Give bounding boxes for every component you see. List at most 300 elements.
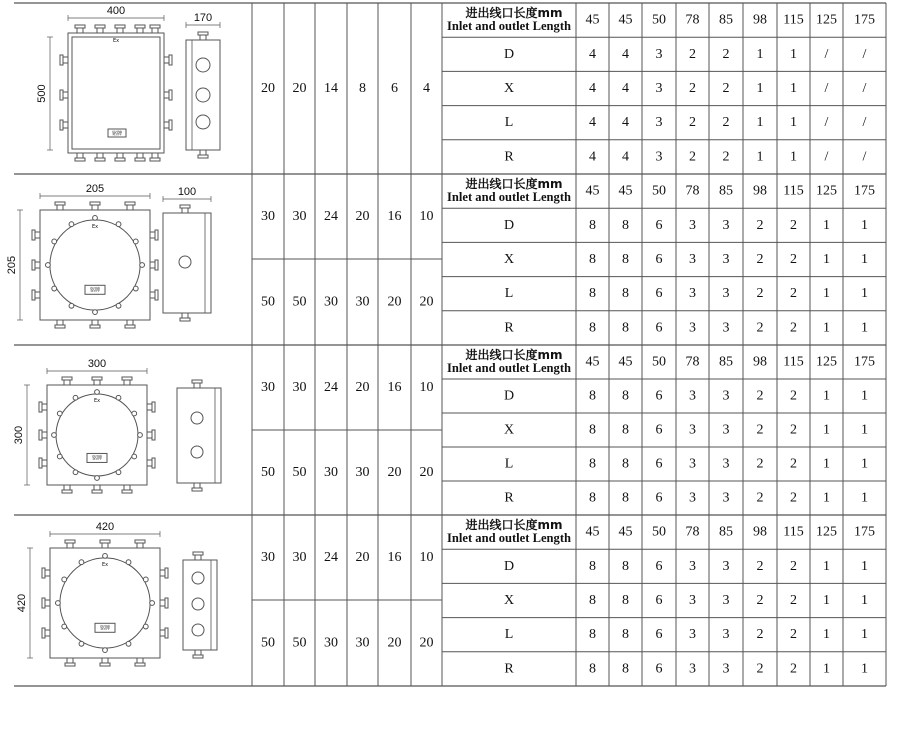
thread-count: 3 — [722, 661, 730, 677]
thread-count: 3 — [689, 593, 696, 608]
cable-gland — [95, 153, 105, 161]
spec-value: 50 — [292, 294, 307, 310]
gland-cap — [193, 552, 203, 555]
thread-count: 1 — [823, 490, 830, 506]
gland-body — [45, 570, 50, 576]
cable-gland — [39, 458, 47, 468]
entry-hole — [191, 446, 203, 458]
gland-cap — [115, 25, 125, 28]
cable-gland — [193, 650, 203, 658]
gland-body — [117, 28, 123, 33]
gland-body — [160, 570, 165, 576]
thread-code: L — [504, 627, 514, 643]
entry-hole — [192, 572, 204, 584]
thread-code: R — [504, 149, 514, 165]
length-column-header: 125 — [816, 354, 837, 370]
gland-cap — [152, 458, 155, 468]
cable-gland — [135, 25, 145, 33]
cover-bolt — [79, 641, 84, 646]
thread-count: 1 — [861, 422, 868, 438]
gland-body — [182, 313, 188, 318]
gland-cap — [198, 32, 208, 35]
gland-cap — [60, 90, 63, 100]
cable-gland — [198, 32, 208, 40]
thread-count: 6 — [655, 422, 663, 438]
spec-table-grid — [14, 3, 886, 686]
spec-value: 10 — [419, 380, 434, 395]
thread-count: 4 — [589, 81, 596, 96]
gland-cap — [152, 402, 155, 412]
length-column-header: 50 — [652, 354, 666, 370]
gland-body — [67, 658, 73, 663]
cable-gland — [65, 658, 75, 666]
gland-body — [63, 92, 68, 98]
thread-count: 1 — [823, 217, 830, 233]
thread-count: 8 — [622, 661, 629, 677]
gland-cap — [62, 490, 72, 493]
thread-count: 3 — [689, 661, 696, 677]
thread-count: 1 — [823, 388, 830, 404]
thread-count: 1 — [861, 320, 868, 336]
gland-cap — [122, 377, 132, 380]
cable-gland — [192, 380, 202, 388]
thread-count: 2 — [790, 558, 797, 574]
cable-gland — [42, 598, 50, 608]
thread-code: X — [503, 422, 515, 438]
cable-gland — [150, 230, 158, 240]
cable-gland — [160, 598, 168, 608]
length-column-header: 115 — [783, 524, 804, 540]
thread-count: 4 — [589, 115, 596, 131]
thread-count: 2 — [756, 388, 764, 404]
gland-body — [102, 543, 108, 548]
gland-cap — [39, 458, 42, 468]
length-column-header: 115 — [783, 354, 804, 370]
spec-block — [261, 517, 875, 676]
gland-body — [94, 485, 100, 490]
length-column-header: 175 — [854, 354, 875, 370]
cable-gland — [147, 402, 155, 412]
length-column-header: 50 — [652, 524, 666, 540]
gland-body — [57, 320, 63, 325]
thread-count: 2 — [756, 217, 764, 233]
height-dimension-label: 300 — [13, 425, 25, 445]
cable-gland — [122, 377, 132, 385]
ex-mark: Ex — [93, 398, 101, 404]
gland-cap — [135, 663, 145, 666]
cable-gland — [125, 202, 135, 210]
thread-count: 3 — [689, 388, 696, 404]
spec-value: 30 — [261, 550, 275, 565]
thread-count: / — [862, 149, 867, 165]
cable-gland — [150, 153, 160, 161]
cable-gland — [160, 568, 168, 578]
thread-count: 4 — [622, 46, 629, 62]
gland-body — [160, 600, 165, 606]
spec-value: 16 — [387, 209, 402, 224]
cover-bolt — [56, 601, 61, 606]
gland-body — [117, 153, 123, 158]
thread-count: 2 — [722, 149, 730, 165]
spec-value: 10 — [419, 209, 434, 224]
gland-body — [127, 320, 133, 325]
entry-hole — [192, 598, 204, 610]
cover-bolt — [150, 601, 155, 606]
thread-count: 1 — [823, 627, 830, 643]
thread-count: 2 — [790, 661, 797, 677]
gland-cap — [90, 325, 100, 328]
gland-cap — [95, 25, 105, 28]
thread-count: / — [862, 115, 867, 131]
thread-count: 3 — [655, 149, 663, 165]
cable-gland — [135, 658, 145, 666]
thread-count: 2 — [790, 217, 797, 233]
spec-value: 50 — [261, 294, 275, 310]
thread-count: 1 — [861, 490, 868, 506]
cable-gland — [32, 260, 40, 270]
width-dimension — [50, 521, 160, 537]
thread-count: 8 — [622, 490, 629, 506]
length-column-header: 45 — [618, 354, 633, 370]
gland-cap — [55, 325, 65, 328]
width-dimension — [186, 12, 220, 28]
thread-count: 4 — [589, 149, 596, 165]
gland-body — [57, 205, 63, 210]
thread-count: 8 — [622, 388, 629, 404]
length-header-cn: 进出线口长度mm — [465, 6, 563, 21]
thread-count: 1 — [823, 456, 830, 472]
gland-cap — [169, 90, 172, 100]
height-dimension — [16, 548, 33, 658]
spec-value: 50 — [292, 635, 307, 651]
spec-value: 24 — [324, 550, 338, 565]
thread-code: L — [504, 456, 514, 472]
cable-gland — [164, 90, 172, 100]
thread-code: L — [504, 115, 514, 131]
gland-body — [150, 232, 155, 238]
gland-body — [152, 28, 158, 33]
thread-count: 2 — [756, 320, 764, 336]
side-view-outline — [163, 213, 211, 313]
cover-bolt — [46, 263, 51, 268]
length-column-header: 85 — [719, 12, 733, 28]
gland-body — [137, 658, 143, 663]
gland-body — [150, 292, 155, 298]
length-column-header: 115 — [783, 183, 804, 199]
cable-gland — [90, 202, 100, 210]
thread-count: 2 — [790, 388, 797, 404]
gland-body — [137, 28, 143, 33]
spec-value: 50 — [292, 465, 307, 480]
gland-cap — [165, 628, 168, 638]
thread-count: 6 — [655, 558, 663, 574]
spec-value: 30 — [292, 380, 307, 395]
gland-cap — [42, 628, 45, 638]
cover-bolt — [73, 470, 78, 475]
cable-gland — [125, 320, 135, 328]
gland-body — [35, 262, 40, 268]
side-view-outline — [177, 388, 221, 483]
thread-count: 1 — [861, 286, 868, 302]
height-dimension-label: 500 — [36, 84, 48, 103]
length-column-header: 45 — [618, 12, 633, 28]
cover-bolt — [116, 303, 121, 308]
gland-cap — [39, 430, 42, 440]
gland-body — [45, 630, 50, 636]
gland-cap — [55, 202, 65, 205]
cable-gland — [160, 628, 168, 638]
thread-count: 8 — [589, 388, 596, 404]
length-column-header: 50 — [652, 183, 666, 199]
thread-count: 6 — [655, 252, 663, 267]
cable-gland — [164, 120, 172, 130]
thread-count: 2 — [790, 422, 797, 438]
cable-gland — [115, 25, 125, 33]
length-column-header: 45 — [585, 183, 600, 199]
thread-count: 1 — [790, 46, 797, 62]
thread-count: 1 — [790, 115, 797, 131]
thread-count: 8 — [622, 422, 629, 438]
gland-cap — [192, 380, 202, 383]
spec-block — [261, 176, 875, 335]
length-column-header: 45 — [618, 183, 633, 199]
spec-value: 20 — [419, 294, 434, 310]
gland-body — [67, 543, 73, 548]
gland-body — [150, 262, 155, 268]
thread-code: D — [503, 217, 515, 233]
cable-gland — [192, 483, 202, 491]
gland-cap — [60, 120, 63, 130]
length-column-header: 98 — [753, 524, 767, 540]
gland-cap — [135, 540, 145, 543]
thread-code: R — [504, 320, 514, 336]
ex-mark: Ex — [112, 38, 120, 44]
cover-bolt — [116, 395, 121, 400]
gland-body — [164, 57, 169, 63]
thread-count: 3 — [722, 320, 730, 336]
ex-mark: Ex — [101, 561, 109, 568]
gland-cap — [32, 290, 35, 300]
height-dimension — [13, 385, 30, 485]
gland-body — [182, 208, 188, 213]
thread-count: 3 — [722, 558, 730, 574]
enclosure-drawing-420 — [16, 521, 217, 666]
length-column-header: 98 — [753, 354, 767, 370]
thread-count: 2 — [756, 252, 764, 267]
thread-count: / — [824, 46, 829, 62]
cover-bolt — [126, 560, 131, 565]
thread-count: 2 — [689, 115, 696, 131]
gland-cap — [125, 325, 135, 328]
cover-bolt — [95, 390, 100, 395]
thread-code: D — [503, 46, 515, 62]
gland-body — [35, 292, 40, 298]
thread-count: 4 — [622, 115, 629, 131]
thread-count: 2 — [790, 286, 797, 302]
spec-value: 30 — [355, 294, 370, 310]
spec-block — [261, 5, 875, 164]
cable-gland — [164, 55, 172, 65]
length-header-en: Inlet and outlet Length — [447, 531, 572, 546]
width-dimension — [68, 5, 164, 21]
thread-count: 6 — [655, 217, 663, 233]
thread-count: 2 — [756, 627, 764, 643]
cable-gland — [92, 485, 102, 493]
spec-value: 16 — [387, 380, 402, 395]
thread-count: 1 — [861, 558, 868, 574]
thread-count: 8 — [589, 456, 596, 472]
length-column-header: 175 — [854, 12, 875, 28]
cable-gland — [150, 290, 158, 300]
gland-cap — [150, 25, 160, 28]
thread-count: 2 — [790, 490, 797, 506]
cable-gland — [39, 402, 47, 412]
thread-count: 2 — [756, 286, 764, 302]
spec-value: 20 — [355, 380, 370, 395]
width-dimension-label: 170 — [193, 12, 213, 24]
thread-count: 3 — [722, 252, 730, 267]
gland-body — [147, 432, 152, 438]
cover-bolt — [116, 470, 121, 475]
cover-bolt — [116, 222, 121, 227]
cable-gland — [62, 377, 72, 385]
length-column-header: 78 — [685, 524, 700, 540]
height-dimension-label: 420 — [16, 593, 28, 613]
thread-count: 8 — [622, 217, 629, 233]
cover-bolt — [52, 239, 57, 244]
thread-count: 1 — [823, 593, 830, 608]
cable-gland — [90, 320, 100, 328]
gland-cap — [42, 568, 45, 578]
gland-cap — [90, 202, 100, 205]
thread-count: 3 — [689, 252, 696, 267]
gland-body — [164, 92, 169, 98]
cable-gland — [42, 628, 50, 638]
width-dimension-label: 100 — [177, 186, 197, 198]
length-column-header: 85 — [719, 183, 733, 199]
cable-gland — [115, 153, 125, 161]
gland-body — [164, 122, 169, 128]
spec-value: 30 — [292, 550, 307, 565]
spec-value: 30 — [292, 209, 307, 224]
thread-count: 8 — [589, 320, 596, 336]
length-header-cn: 进出线口长度mm — [465, 518, 563, 533]
thread-count: 4 — [589, 46, 596, 62]
gland-body — [64, 380, 70, 385]
cable-gland — [150, 260, 158, 270]
cover-bolt — [62, 577, 67, 582]
thread-count: 8 — [622, 286, 629, 302]
thread-count: 6 — [655, 627, 663, 643]
cable-gland — [60, 120, 68, 130]
cable-gland — [65, 540, 75, 548]
gland-body — [200, 35, 206, 40]
thread-count: 2 — [689, 46, 696, 62]
thread-count: 1 — [823, 252, 830, 267]
thread-count: 1 — [756, 115, 764, 131]
gland-body — [200, 150, 206, 155]
cover-bolt — [133, 286, 138, 291]
spec-value: 30 — [355, 465, 370, 480]
thread-count: 1 — [861, 388, 868, 404]
gland-body — [137, 543, 143, 548]
gland-body — [124, 380, 130, 385]
cover-bolt — [52, 433, 57, 438]
spec-value: 16 — [387, 550, 402, 565]
thread-count: 1 — [756, 81, 764, 96]
enclosure-drawing-205 — [6, 183, 211, 328]
round-cover — [60, 558, 150, 648]
gland-cap — [193, 655, 203, 658]
thread-count: 1 — [823, 320, 830, 336]
length-column-header: 98 — [753, 183, 767, 199]
cable-gland — [62, 485, 72, 493]
cover-bolt — [103, 554, 108, 559]
gland-body — [102, 658, 108, 663]
ex-mark: Ex — [91, 223, 99, 230]
length-column-header: 125 — [816, 12, 837, 28]
gland-body — [194, 383, 200, 388]
cover-bolt — [126, 641, 131, 646]
thread-count: 3 — [722, 422, 730, 438]
length-column-header: 98 — [753, 12, 767, 28]
spec-value: 14 — [324, 81, 338, 96]
spec-value: 20 — [387, 465, 402, 480]
cable-gland — [32, 290, 40, 300]
gland-body — [63, 57, 68, 63]
cover-bolt — [133, 239, 138, 244]
gland-cap — [169, 120, 172, 130]
spec-value: 24 — [324, 380, 338, 395]
thread-count: 2 — [756, 661, 764, 677]
thread-count: 3 — [689, 627, 696, 643]
cover-bolt — [73, 395, 78, 400]
thread-code: X — [503, 252, 515, 267]
thread-count: 8 — [589, 490, 596, 506]
thread-count: 2 — [756, 558, 764, 574]
cover-bolt — [57, 411, 62, 416]
thread-count: 2 — [722, 81, 730, 96]
enclosure-drawing-400x500 — [36, 5, 220, 161]
gland-body — [92, 320, 98, 325]
gland-body — [97, 153, 103, 158]
cable-gland — [135, 540, 145, 548]
thread-count: 6 — [655, 320, 663, 336]
thread-count: 3 — [722, 593, 730, 608]
gland-cap — [100, 663, 110, 666]
cover-bolt — [69, 303, 74, 308]
length-header-cn: 进出线口长度mm — [465, 348, 563, 362]
thread-count: 8 — [589, 661, 596, 677]
thread-count: 3 — [689, 422, 696, 438]
gland-cap — [125, 202, 135, 205]
thread-count: 3 — [689, 558, 696, 574]
thread-count: 3 — [689, 490, 696, 506]
gland-body — [42, 460, 47, 466]
thread-count: 3 — [655, 81, 663, 96]
gland-cap — [155, 230, 158, 240]
thread-count: 2 — [689, 81, 696, 96]
nameplate-label: 铭牌 — [89, 287, 101, 294]
thread-count: 2 — [790, 252, 797, 267]
cover-bolt — [95, 476, 100, 481]
thread-count: / — [862, 46, 867, 62]
length-header-en: Inlet and outlet Length — [447, 19, 572, 34]
width-dimension — [163, 186, 211, 202]
cable-gland — [92, 377, 102, 385]
gland-cap — [135, 25, 145, 28]
thread-code: X — [503, 81, 515, 96]
